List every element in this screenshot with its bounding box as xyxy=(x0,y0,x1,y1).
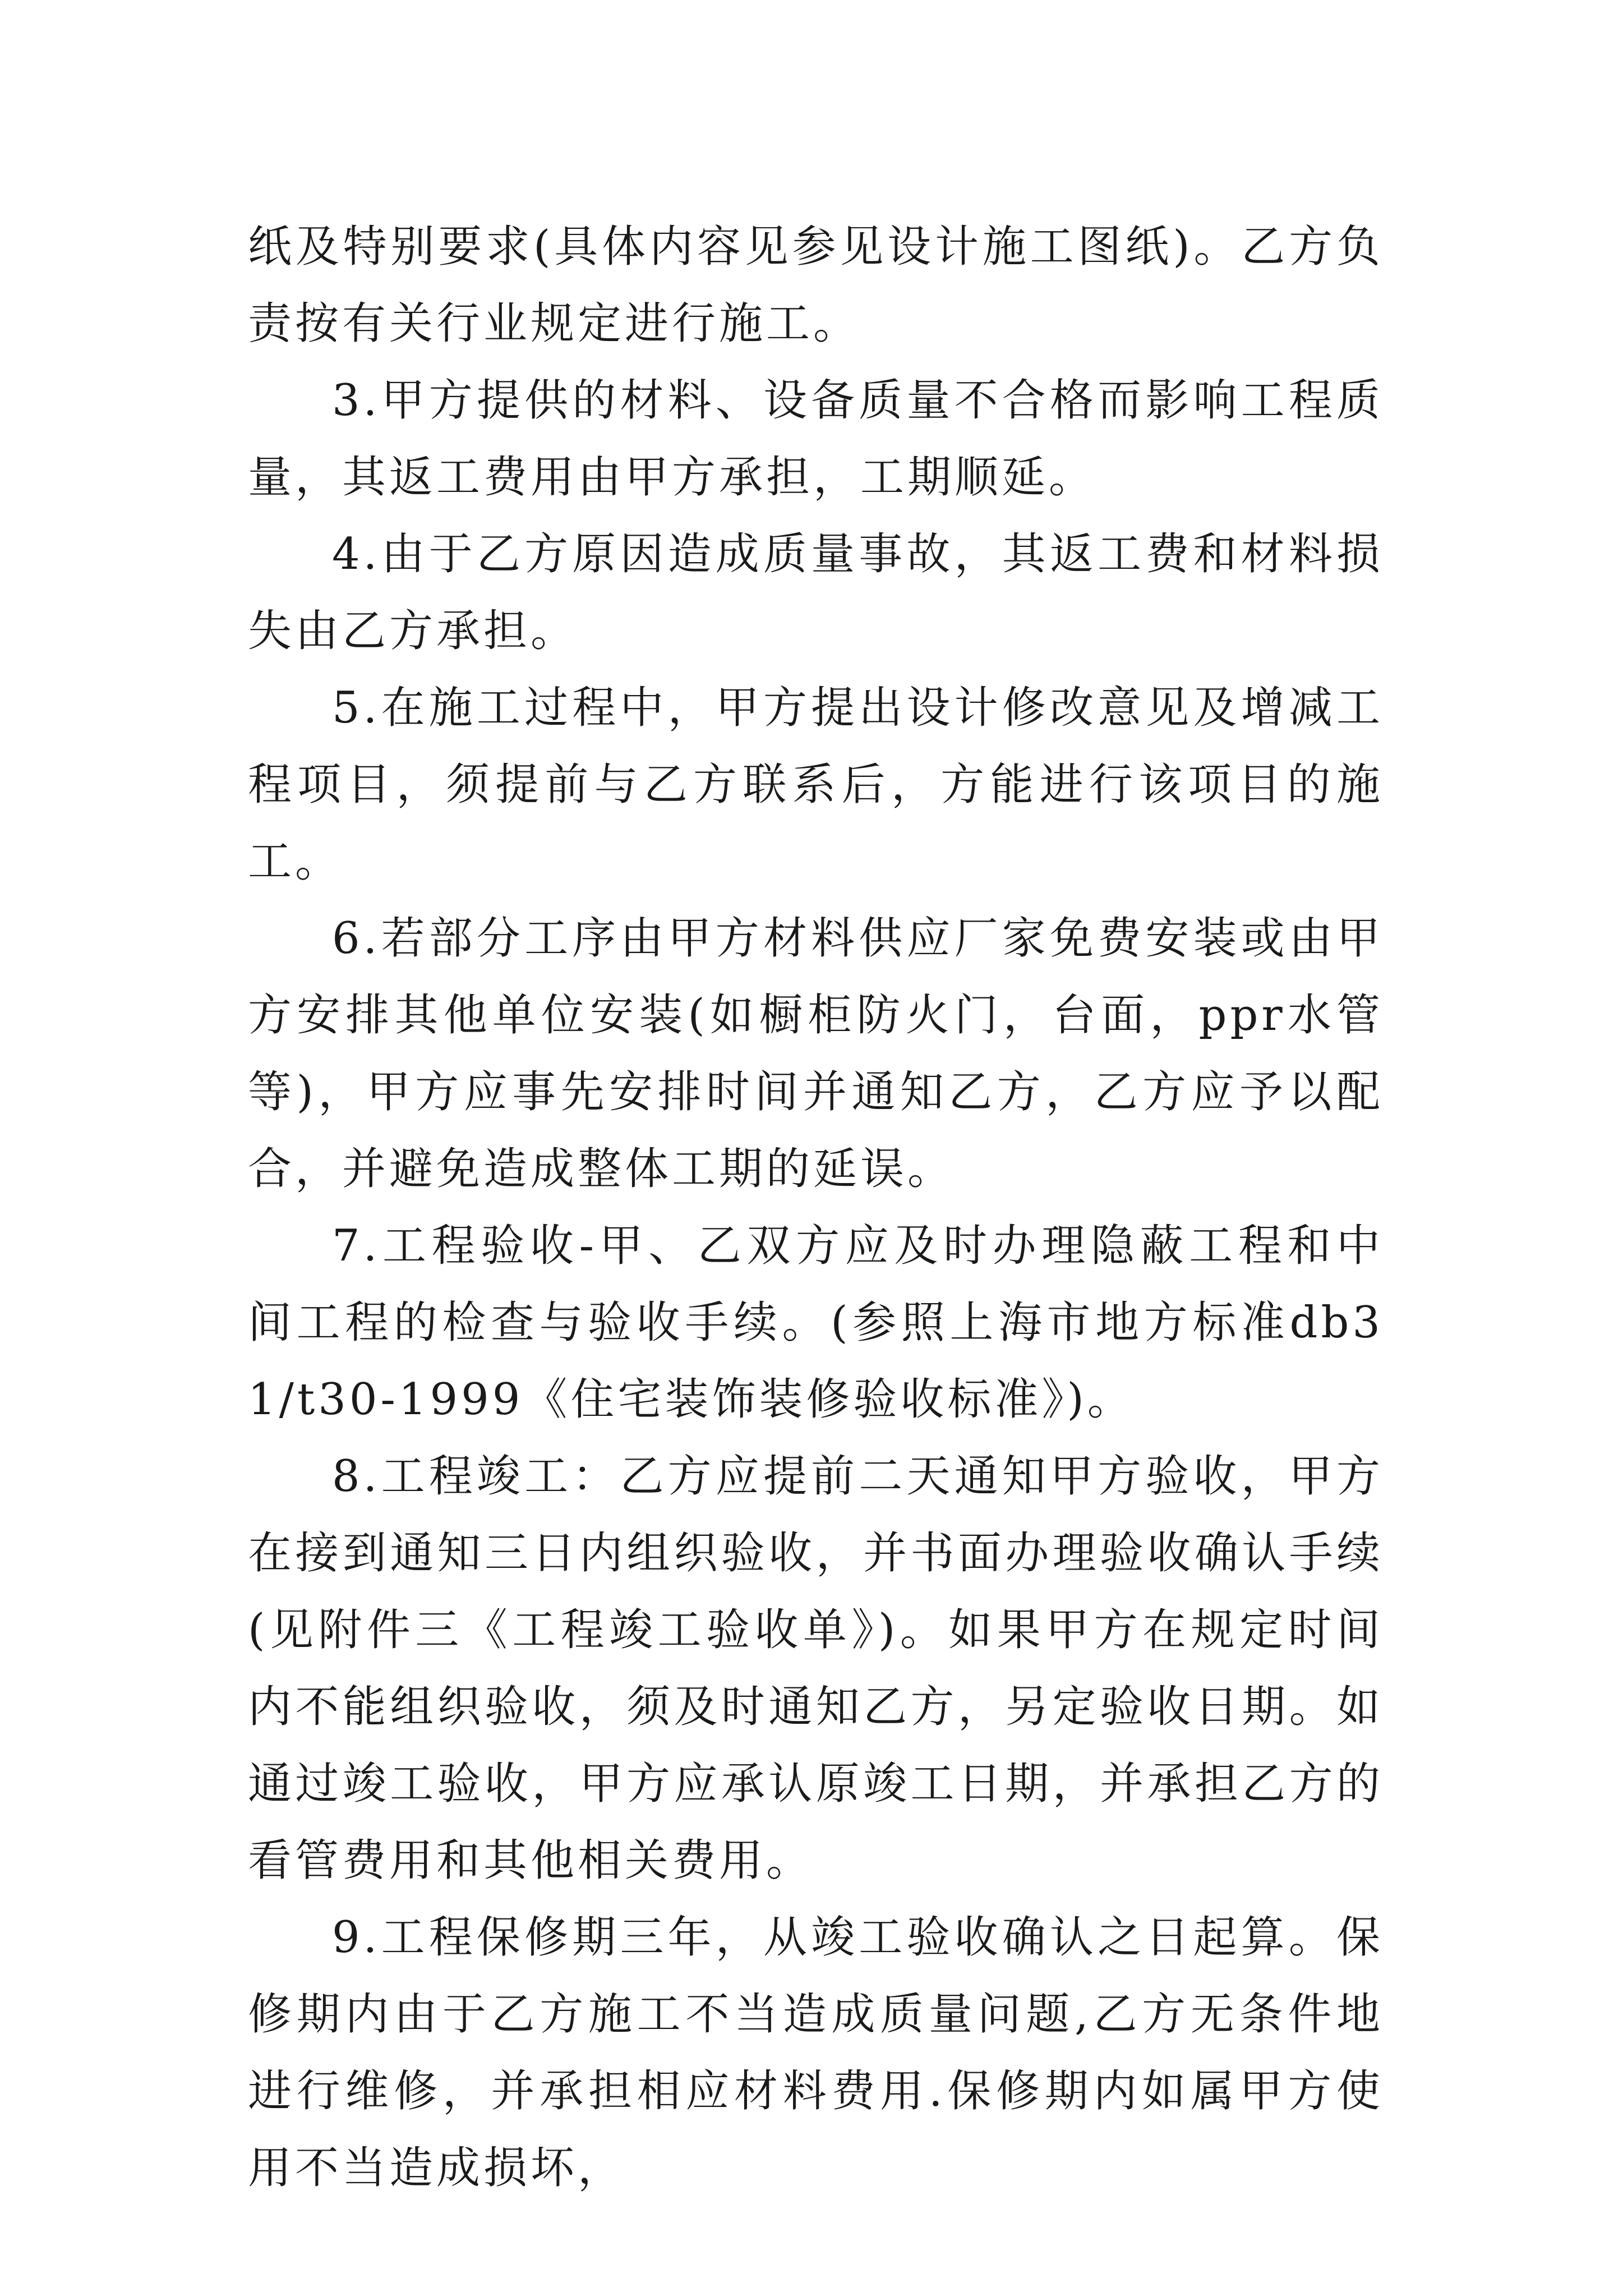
paragraph-clause-4: 4.由于乙方原因造成质量事故，其返工费和材料损失由乙方承担。 xyxy=(248,529,1384,656)
paragraph-clause-6: 6.若部分工序由甲方材料供应厂家免费安装或由甲方安排其他单位安装(如橱柜防火门，台面，ppr水管等)，甲方应事先安排时间并通知乙方，乙方应予以配合，并避免造成整体工期的延误。 xyxy=(248,913,1384,1194)
paragraph-continuation: 纸及特别要求(具体内容见参见设计施工图纸)。乙方负责按有关行业规定进行施工。 xyxy=(248,222,1384,349)
paragraph-clause-9: 9.工程保修期三年，从竣工验收确认之日起算。保修期内由于乙方施工不当造成质量问题,乙方无条件地进行维修，并承担相应材料费用.保修期内如属甲方使用不当造成损坏， xyxy=(248,1912,1384,2193)
document-body xyxy=(248,209,1384,2207)
paragraph-clause-5: 5.在施工过程中，甲方提出设计修改意见及增减工程项目，须提前与乙方联系后，方能进行该项目的施工。 xyxy=(248,683,1384,887)
paragraph-clause-7: 7.工程验收-甲、乙双方应及时办理隐蔽工程和中间工程的检查与验收手续。(参照上海市地方标准db31/t30-1999《住宅装饰装修验收标准》)。 xyxy=(248,1221,1384,1425)
paragraph-clause-3: 3.甲方提供的材料、设备质量不合格而影响工程质量，其返工费用由甲方承担，工期顺延。 xyxy=(248,375,1384,503)
paragraph-clause-8: 8.工程竣工：乙方应提前二天通知甲方验收，甲方在接到通知三日内组织验收，并书面办理验收确认手续(见附件三《工程竣工验收单》)。如果甲方在规定时间内不能组织验收，须及时通知乙方，另定验收日期。如通过竣工验收，甲方应承认原竣工日期，并承担乙方的看管费用和其他相关费用。 xyxy=(248,1451,1384,1886)
